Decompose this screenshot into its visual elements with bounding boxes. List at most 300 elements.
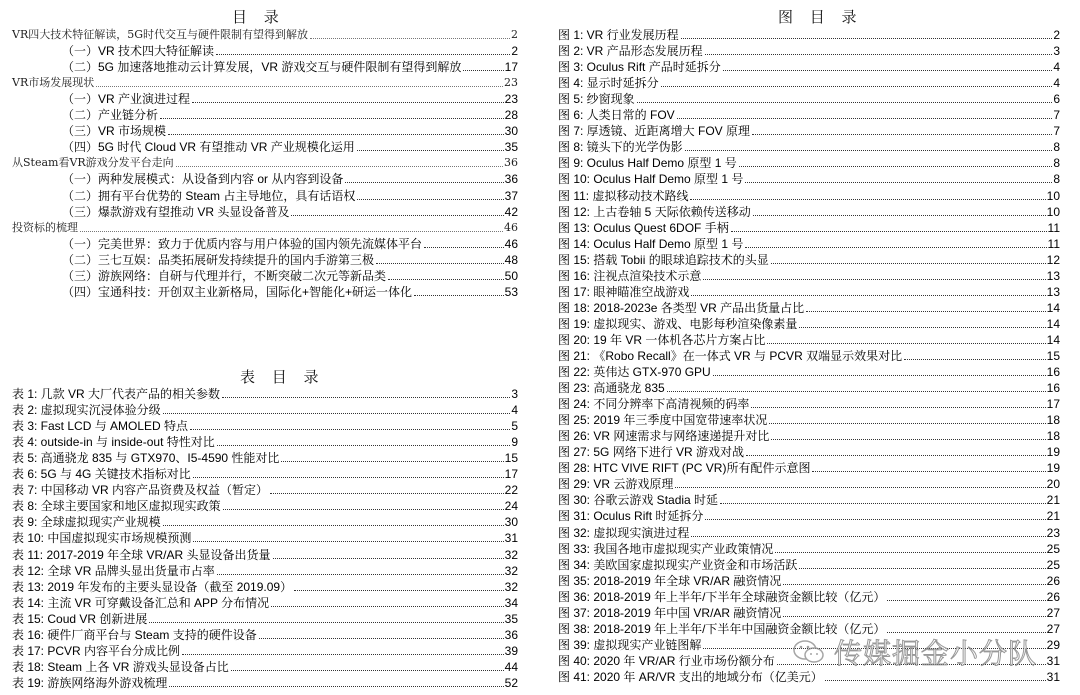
figures-entry[interactable] <box>558 589 1060 605</box>
figures-entry[interactable] <box>558 43 1060 59</box>
entry-page-number: 26 <box>1046 573 1060 588</box>
entry-page-number: 25 <box>1046 541 1060 556</box>
entry-label: 表 10: 中国虚拟现实市场规模预测 <box>12 531 192 546</box>
entry-page-number: 31 <box>504 531 518 546</box>
dot-leader <box>190 429 510 430</box>
entry-label: 表 16: 硬件厂商平台与 Steam 支持的硬件设备 <box>12 627 257 642</box>
dot-leader <box>739 166 1053 167</box>
dot-leader <box>96 86 503 87</box>
figures-entry[interactable] <box>558 107 1060 123</box>
tables-toc-list <box>12 386 518 691</box>
figures-entry[interactable] <box>558 300 1060 316</box>
dot-leader <box>160 118 504 119</box>
entry-page-number: 31 <box>1046 669 1060 684</box>
entry-page-number: 3 <box>1053 44 1060 59</box>
tables-entry[interactable] <box>12 466 518 482</box>
entry-label: 图 31: Oculus Rift 时延拆分 <box>558 509 704 524</box>
entry-label: （一）完美世界：致力于优质内容与用户体验的国内领先流媒体平台 <box>62 236 423 251</box>
entry-page-number: 15 <box>1046 348 1060 363</box>
entry-page-number: 18 <box>1046 429 1060 444</box>
entry-page-number: 37 <box>504 188 518 203</box>
tables-entry[interactable] <box>12 450 518 466</box>
entry-label: 图 26: VR 网速需求与网络速递提升对比 <box>558 429 770 444</box>
figures-entry[interactable] <box>558 541 1060 557</box>
entry-page-number: 36 <box>504 172 518 187</box>
toc-entry[interactable] <box>12 75 518 91</box>
toc-entry[interactable] <box>12 220 518 236</box>
figures-entry[interactable] <box>558 171 1060 187</box>
dot-leader <box>751 407 1045 408</box>
entry-label: 表 19: 游族网络海外游戏梳理 <box>12 675 168 690</box>
dot-leader <box>357 199 503 200</box>
dot-leader <box>681 38 1053 39</box>
tables-entry[interactable] <box>12 563 518 579</box>
dot-leader <box>771 263 1046 264</box>
dot-leader <box>677 118 1053 119</box>
entry-label: 图 40: 2020 年 VR/AR 行业市场份额分布 <box>558 653 775 668</box>
entry-page-number: 42 <box>504 204 518 219</box>
entry-page-number: 31 <box>1046 653 1060 668</box>
entry-page-number: 46 <box>504 236 518 251</box>
figures-entry[interactable] <box>558 557 1060 573</box>
tables-entry[interactable] <box>12 482 518 498</box>
dot-leader <box>667 391 1046 392</box>
toc-entry[interactable] <box>12 91 518 107</box>
dot-leader <box>806 311 1046 312</box>
dot-leader <box>294 590 504 591</box>
figures-toc-list <box>558 27 1060 685</box>
dot-leader <box>223 509 504 510</box>
tables-entry[interactable] <box>12 659 518 675</box>
figures-entry[interactable] <box>558 332 1060 348</box>
tables-entry[interactable] <box>12 675 518 691</box>
tables-entry[interactable] <box>12 386 518 402</box>
entry-page-number: 52 <box>504 675 518 690</box>
entry-page-number: 17 <box>1046 397 1060 412</box>
entry-page-number: 36 <box>504 156 518 170</box>
entry-label: 图 17: 眼神瞄准空战游戏 <box>558 284 690 299</box>
entry-label: 图 23: 高通骁龙 835 <box>558 381 665 396</box>
figures-entry[interactable] <box>558 444 1060 460</box>
entry-page-number: 25 <box>1046 557 1060 572</box>
tables-entry[interactable] <box>12 530 518 546</box>
dot-leader <box>291 215 503 216</box>
entry-label: 表 12: 全球 VR 品牌头显出货量市占率 <box>12 563 215 578</box>
entry-label: 图 6: 人类日常的 FOV <box>558 108 675 123</box>
entry-label: 图 14: Oculus Half Demo 原型 1 号 <box>558 236 744 251</box>
dot-leader <box>723 70 1053 71</box>
entry-label: 图 18: 2018-2023e 各类型 VR 产品出货量占比 <box>558 300 805 315</box>
figures-entry[interactable] <box>558 412 1060 428</box>
figures-entry[interactable] <box>558 123 1060 139</box>
tables-entry[interactable] <box>12 418 518 434</box>
toc-entry[interactable] <box>12 268 518 284</box>
dot-leader <box>769 423 1045 424</box>
entry-page-number: 2 <box>511 44 518 59</box>
tables-entry[interactable] <box>12 627 518 643</box>
tables-entry[interactable] <box>12 595 518 611</box>
entry-label: 图 30: 谷歌云游戏 Stadia 时延 <box>558 493 719 508</box>
entry-page-number: 32 <box>504 563 518 578</box>
figures-toc-title: 图 目 录 <box>778 8 863 26</box>
dot-leader <box>414 295 504 296</box>
dot-leader <box>775 552 1045 553</box>
entry-page-number: 11 <box>1047 236 1060 251</box>
entry-page-number: 46 <box>504 220 518 234</box>
entry-page-number: 44 <box>504 659 518 674</box>
entry-label: （三）爆款游戏有望推动 VR 头显设备普及 <box>62 204 290 219</box>
toc-entry[interactable] <box>12 59 518 75</box>
entry-label: （一）两种发展模式：从设备到内容 or 从内容到设备 <box>62 172 344 187</box>
figures-entry[interactable] <box>558 91 1060 107</box>
entry-page-number: 48 <box>504 252 518 267</box>
dot-leader <box>217 574 504 575</box>
figures-entry[interactable] <box>558 492 1060 508</box>
entry-label: 图 39: 虚拟现实产业链图解 <box>558 637 702 652</box>
dot-leader <box>691 536 1045 537</box>
entry-label: 图 19: 虚拟现实、游戏、电影每秒渲染像素量 <box>558 316 798 331</box>
tables-entry[interactable] <box>12 643 518 659</box>
entry-label: （四）5G 时代 Cloud VR 有望推动 VR 产业规模化运用 <box>62 140 355 155</box>
entry-label: （三）VR 市场规模 <box>62 124 167 139</box>
dot-leader <box>720 503 1046 504</box>
entry-page-number: 32 <box>504 547 518 562</box>
entry-page-number: 6 <box>1053 92 1060 107</box>
dot-leader <box>752 134 1052 135</box>
entry-label: 图 4: 显示时延拆分 <box>558 76 659 91</box>
dot-leader <box>753 215 1046 216</box>
figures-entry[interactable] <box>558 476 1060 492</box>
entry-page-number: 29 <box>1046 637 1060 652</box>
dot-leader <box>463 70 503 71</box>
tables-entry[interactable] <box>12 546 518 562</box>
dot-leader <box>685 150 1053 151</box>
entry-page-number: 23 <box>504 76 518 90</box>
figures-entry[interactable] <box>558 236 1060 252</box>
entry-label: 表 5: 高通骁龙 835 与 GTX970、I5-4590 性能对比 <box>12 451 280 466</box>
entry-page-number: 39 <box>504 643 518 658</box>
entry-page-number: 18 <box>1046 413 1060 428</box>
dot-leader <box>376 263 504 264</box>
entry-page-number: 3 <box>511 387 518 402</box>
dot-leader <box>767 343 1045 344</box>
entry-label: （四）宝通科技：开创双主业新格局，国际化+智能化+研运一体化 <box>62 284 413 299</box>
figures-entry[interactable] <box>558 524 1060 540</box>
entry-page-number: 36 <box>504 627 518 642</box>
entry-label: 表 3: Fast LCD 与 AMOLED 特点 <box>12 419 189 434</box>
toc-entry[interactable] <box>12 27 518 43</box>
toc-entry[interactable] <box>12 107 518 123</box>
dot-leader <box>149 622 503 623</box>
entry-page-number: 27 <box>1046 605 1060 620</box>
entry-label: 表 13: 2019 年发布的主要头显设备（截至 2019.09） <box>12 579 293 594</box>
entry-label: 图 34: 美欧国家虚拟现实产业资金和市场活跃 <box>558 557 798 572</box>
entry-page-number: 14 <box>1046 332 1060 347</box>
dot-leader <box>703 279 1045 280</box>
entry-label: 从Steam看VR游戏分发平台走向 <box>12 156 174 170</box>
dot-leader <box>637 102 1053 103</box>
figures-entry[interactable] <box>558 364 1060 380</box>
entry-label: （一）VR 技术四大特征解读 <box>62 44 215 59</box>
figures-entry[interactable] <box>558 187 1060 203</box>
dot-leader <box>691 295 1045 296</box>
entry-label: 图 24: 不同分辨率下高清视频的码率 <box>558 397 750 412</box>
entry-label: 表 8: 全球主要国家和地区虚拟现实政策 <box>12 499 221 514</box>
entry-label: 图 7: 厚透镜、近距离增大 FOV 原理 <box>558 124 751 139</box>
entry-page-number: 19 <box>1046 461 1060 476</box>
entry-page-number: 5 <box>511 419 518 434</box>
dot-leader <box>345 182 503 183</box>
entry-page-number: 27 <box>1046 621 1060 636</box>
entry-label: 表 1: 几款 VR 大厂代表产品的相关参数 <box>12 387 221 402</box>
toc-list <box>12 27 518 300</box>
entry-label: 图 32: 虚拟现实演进过程 <box>558 525 690 540</box>
figures-entry[interactable] <box>558 204 1060 220</box>
entry-label: （二）拥有平台优势的 Steam 占主导地位，具有话语权 <box>62 188 356 203</box>
entry-label: 图 11: 虚拟移动技术路线 <box>558 188 689 203</box>
entry-page-number: 2 <box>511 28 518 42</box>
tables-entry[interactable] <box>12 611 518 627</box>
entry-label: （二）5G 加速落地推动云计算发展，VR 游戏交互与硬件限制有望得到解放 <box>62 60 462 75</box>
entry-label: 表 7: 中国移动 VR 内容产品资费及权益（暂定） <box>12 483 269 498</box>
dot-leader <box>270 493 504 494</box>
dot-leader <box>163 413 511 414</box>
dot-leader <box>231 670 504 671</box>
entry-label: 表 14: 主流 VR 可穿戴设备汇总和 APP 分布情况 <box>12 595 270 610</box>
entry-label: VR市场发展现状 <box>12 76 95 90</box>
wechat-icon <box>792 639 826 665</box>
figures-entry[interactable] <box>558 316 1060 332</box>
entry-page-number: 23 <box>1046 525 1060 540</box>
figures-entry[interactable] <box>558 605 1060 621</box>
toc-entry[interactable] <box>12 123 518 139</box>
dot-leader <box>222 397 510 398</box>
dot-leader <box>273 558 504 559</box>
toc-entry[interactable] <box>12 252 518 268</box>
dot-leader <box>310 38 510 39</box>
entry-page-number: 10 <box>1046 188 1060 203</box>
toc-entry[interactable] <box>12 171 518 187</box>
entry-label: 图 15: 搭载 Tobii 的眼球追踪技术的头显 <box>558 252 769 267</box>
entry-label: 表 6: 5G 与 4G 关键技术指标对比 <box>12 467 191 482</box>
figures-entry[interactable] <box>558 220 1060 236</box>
entry-label: 图 38: 2018-2019 年上半年/下半年中国融资金额比较（亿元） <box>558 621 886 636</box>
figures-entry[interactable] <box>558 27 1060 43</box>
entry-page-number: 14 <box>1046 316 1060 331</box>
entry-page-number: 21 <box>1046 493 1060 508</box>
entry-page-number: 12 <box>1046 252 1060 267</box>
entry-label: 表 15: Coud VR 创新进展 <box>12 611 148 626</box>
entry-page-number: 9 <box>511 435 518 450</box>
dot-leader <box>424 247 504 248</box>
dot-leader <box>216 54 510 55</box>
dot-leader <box>259 638 504 639</box>
entry-page-number: 4 <box>1053 76 1060 91</box>
entry-page-number: 4 <box>511 403 518 418</box>
entry-page-number: 19 <box>1046 445 1060 460</box>
figures-entry[interactable] <box>558 380 1060 396</box>
entry-page-number: 24 <box>504 499 518 514</box>
dot-leader <box>176 166 503 167</box>
dot-leader <box>783 616 1045 617</box>
entry-label: 图 5: 纱窗现象 <box>558 92 635 107</box>
figures-entry[interactable] <box>558 252 1060 268</box>
figures-entry[interactable] <box>558 428 1060 444</box>
dot-leader <box>690 199 1045 200</box>
toc-entry[interactable] <box>12 204 518 220</box>
entry-label: 表 17: PCVR 内容平台分成比例 <box>12 643 181 658</box>
dot-leader <box>217 445 511 446</box>
entry-label: 图 37: 2018-2019 年中国 VR/AR 融资情况 <box>558 605 782 620</box>
entry-label: 图 21: 《Robo Recall》在一体式 VR 与 PCVR 双端显示效果对比 <box>558 348 903 363</box>
figures-entry[interactable] <box>558 139 1060 155</box>
tables-toc-title: 表 目 录 <box>240 368 325 386</box>
entry-label: 图 41: 2020 年 AR/VR 支出的地域分布（亿美元） <box>558 669 823 684</box>
dot-leader <box>675 487 1045 488</box>
entry-page-number: 16 <box>1046 365 1060 380</box>
dot-leader <box>169 686 503 687</box>
entry-page-number: 2 <box>1053 28 1060 43</box>
toc-entry[interactable] <box>12 236 518 252</box>
entry-page-number: 35 <box>504 140 518 155</box>
entry-page-number: 21 <box>1046 509 1060 524</box>
figures-entry[interactable] <box>558 75 1060 91</box>
entry-page-number: 17 <box>504 60 518 75</box>
figures-entry[interactable] <box>558 268 1060 284</box>
dot-leader <box>812 471 1045 472</box>
figures-entry[interactable] <box>558 59 1060 75</box>
entry-label: 图 16: 注视点渲染技术示意 <box>558 268 702 283</box>
entry-label: 图 10: Oculus Half Demo 原型 1 号 <box>558 172 744 187</box>
entry-page-number: 11 <box>1047 220 1060 235</box>
dot-leader <box>192 102 504 103</box>
toc-entry[interactable] <box>12 139 518 155</box>
dot-leader <box>771 439 1045 440</box>
entry-label: 表 11: 2017-2019 年全球 VR/AR 头显设备出货量 <box>12 547 271 562</box>
entry-label: 表 18: Steam 上各 VR 游戏头显设备占比 <box>12 659 229 674</box>
figures-entry[interactable] <box>558 396 1060 412</box>
dot-leader <box>661 86 1053 87</box>
figures-entry[interactable] <box>558 284 1060 300</box>
entry-label: 图 22: 英伟达 GTX-970 GPU <box>558 365 711 380</box>
toc-entry[interactable] <box>12 187 518 203</box>
entry-label: （二）三七互娱：品类拓展研发持续提升的国内手游第三极 <box>62 252 375 267</box>
entry-page-number: 20 <box>1046 477 1060 492</box>
dot-leader <box>163 525 504 526</box>
watermark <box>792 632 1037 672</box>
dot-leader <box>799 568 1045 569</box>
entry-page-number: 17 <box>504 467 518 482</box>
entry-page-number: 16 <box>1046 381 1060 396</box>
dot-leader <box>713 375 1046 376</box>
tables-entry[interactable] <box>12 579 518 595</box>
entry-label: 表 2: 虚拟现实沉浸体验分级 <box>12 403 161 418</box>
dot-leader <box>799 327 1045 328</box>
entry-label: 图 13: Oculus Quest 6DOF 手柄 <box>558 220 729 235</box>
watermark-text: 传媒掘金小分队 <box>834 637 1038 670</box>
toc-entry[interactable] <box>12 284 518 300</box>
entry-page-number: 26 <box>1046 589 1060 604</box>
dot-leader <box>271 606 503 607</box>
figures-entry[interactable] <box>558 155 1060 171</box>
entry-page-number: 22 <box>504 483 518 498</box>
entry-page-number: 34 <box>504 595 518 610</box>
dot-leader <box>193 477 504 478</box>
entry-page-number: 8 <box>1053 172 1060 187</box>
figures-entry[interactable] <box>558 508 1060 524</box>
entry-label: 图 3: Oculus Rift 产品时延拆分 <box>558 60 721 75</box>
dot-leader <box>745 182 1052 183</box>
entry-label: 图 20: 19 年 VR 一体机各芯片方案占比 <box>558 332 766 347</box>
entry-page-number: 14 <box>1046 300 1060 315</box>
entry-page-number: 23 <box>504 92 518 107</box>
dot-leader <box>783 584 1045 585</box>
dot-leader <box>705 519 1045 520</box>
dot-leader <box>193 541 503 542</box>
entry-label: 图 12: 上古卷轴 5 天际依赖传送移动 <box>558 204 751 219</box>
entry-label: 投资标的梳理 <box>12 220 78 234</box>
entry-page-number: 50 <box>504 268 518 283</box>
dot-leader <box>731 231 1047 232</box>
dot-leader <box>825 680 1046 681</box>
figures-entry[interactable] <box>558 348 1060 364</box>
entry-page-number: 8 <box>1053 140 1060 155</box>
figures-entry[interactable] <box>558 573 1060 589</box>
dot-leader <box>357 150 504 151</box>
toc-entry[interactable] <box>12 43 518 59</box>
entry-page-number: 10 <box>1046 204 1060 219</box>
dot-leader <box>168 134 504 135</box>
entry-page-number: 30 <box>504 124 518 139</box>
entry-label: 表 9: 全球虚拟现实产业规模 <box>12 515 161 530</box>
entry-label: VR四大技术特征解读，5G时代交互与硬件限制有望得到解放 <box>12 28 309 42</box>
entry-label: （三）游族网络：自研与代理并行，不断突破二次元等新品类 <box>62 268 387 283</box>
entry-page-number: 15 <box>504 451 518 466</box>
dot-leader <box>745 247 1046 248</box>
dot-leader <box>887 600 1045 601</box>
dot-leader <box>705 54 1053 55</box>
entry-page-number: 30 <box>504 515 518 530</box>
entry-label: 图 9: Oculus Half Demo 原型 1 号 <box>558 156 737 171</box>
entry-page-number: 7 <box>1053 108 1060 123</box>
figures-entry[interactable] <box>558 460 1060 476</box>
tables-entry[interactable] <box>12 514 518 530</box>
tables-entry[interactable] <box>12 402 518 418</box>
entry-page-number: 8 <box>1053 156 1060 171</box>
entry-label: 图 29: VR 云游戏原理 <box>558 477 674 492</box>
entry-label: 图 35: 2018-2019 年全球 VR/AR 融资情况 <box>558 573 782 588</box>
entry-label: 图 36: 2018-2019 年上半年/下半年全球融资金额比较（亿元） <box>558 589 886 604</box>
toc-entry[interactable] <box>12 155 518 171</box>
dot-leader <box>281 461 503 462</box>
tables-entry[interactable] <box>12 434 518 450</box>
entry-page-number: 13 <box>1046 284 1060 299</box>
dot-leader <box>80 231 503 232</box>
entry-label: 表 4: outside-in 与 inside-out 特性对比 <box>12 435 215 450</box>
entry-page-number: 53 <box>504 284 518 299</box>
entry-page-number: 35 <box>504 611 518 626</box>
entry-label: （二）产业链分析 <box>62 108 159 123</box>
entry-label: 图 33: 我国各地市虚拟现实产业政策情况 <box>558 541 774 556</box>
tables-entry[interactable] <box>12 498 518 514</box>
entry-label: 图 25: 2019 年三季度中国宽带速率状况 <box>558 413 768 428</box>
dot-leader <box>388 279 504 280</box>
dot-leader <box>746 455 1046 456</box>
dot-leader <box>182 654 504 655</box>
entry-label: 图 1: VR 行业发展历程 <box>558 28 679 43</box>
entry-label: 图 27: 5G 网络下进行 VR 游戏对战 <box>558 445 745 460</box>
entry-label: 图 8: 镜头下的光学伪影 <box>558 140 683 155</box>
